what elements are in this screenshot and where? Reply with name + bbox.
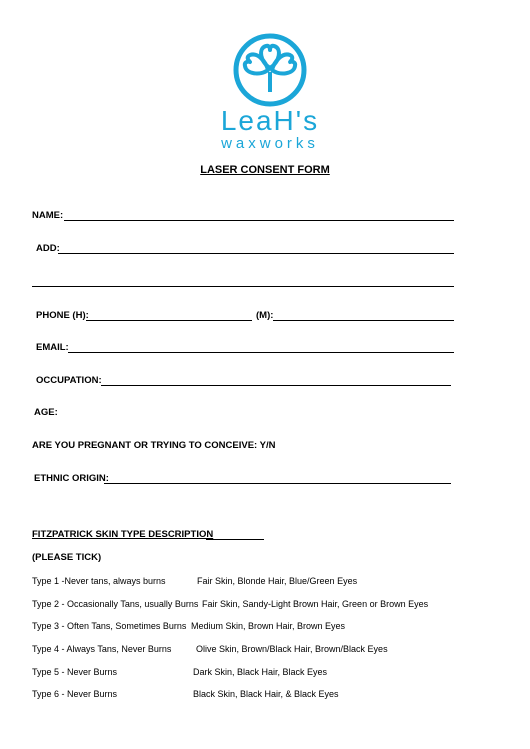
ethnic-origin-field[interactable] xyxy=(104,483,451,484)
please-tick-label: (PLEASE TICK) xyxy=(32,552,102,563)
skin-type-5-desc: Dark Skin, Black Hair, Black Eyes xyxy=(193,667,328,677)
phone-home-label: PHONE (H): xyxy=(36,310,89,321)
form-title: LASER CONSENT FORM xyxy=(200,164,330,176)
phone-home-field[interactable] xyxy=(86,320,252,321)
skin-type-2-desc: Fair Skin, Sandy-Light Brown Hair, Green or Brown Eyes xyxy=(202,599,429,609)
ethnic-origin-label: ETHNIC ORIGIN: xyxy=(34,473,109,484)
pregnant-question: ARE YOU PREGNANT OR TRYING TO CONCEIVE: Y/N xyxy=(32,440,276,451)
skin-type-1-desc: Fair Skin, Blonde Hair, Blue/Green Eyes xyxy=(197,576,358,586)
name-label: NAME: xyxy=(32,210,64,221)
occupation-field[interactable] xyxy=(101,385,451,386)
skin-type-1[interactable]: Type 1 -Never tans, always burns xyxy=(32,576,166,586)
skin-type-5[interactable]: Type 5 - Never Burns xyxy=(32,667,118,677)
skin-type-3[interactable]: Type 3 - Often Tans, Sometimes Burns xyxy=(32,621,187,631)
phone-mobile-label: (M): xyxy=(256,310,274,321)
name-field[interactable] xyxy=(64,220,454,221)
skin-type-4[interactable]: Type 4 - Always Tans, Never Burns xyxy=(32,644,172,654)
address-field[interactable] xyxy=(58,253,454,254)
address-label: ADD: xyxy=(36,243,60,254)
phone-mobile-field[interactable] xyxy=(273,320,454,321)
heart-clover-icon xyxy=(230,32,310,108)
fitzpatrick-heading: FITZPATRICK SKIN TYPE DESCRIPTION xyxy=(32,529,214,540)
skin-type-2[interactable]: Type 2 - Occasionally Tans, usually Burns xyxy=(32,599,199,609)
skin-type-4-desc: Olive Skin, Brown/Black Hair, Brown/Black Eyes xyxy=(196,644,388,654)
age-label: AGE: xyxy=(34,407,58,418)
skin-type-6-desc: Black Skin, Black Hair, & Black Eyes xyxy=(193,689,339,699)
brand-name: LeaH's xyxy=(220,105,320,136)
email-label: EMAIL: xyxy=(36,342,69,353)
skin-type-6[interactable]: Type 6 - Never Burns xyxy=(32,689,118,699)
email-field[interactable] xyxy=(68,352,454,353)
skin-type-3-desc: Medium Skin, Brown Hair, Brown Eyes xyxy=(191,621,346,631)
address-field-2[interactable] xyxy=(32,286,454,287)
brand-subtitle: waxworks xyxy=(221,135,319,152)
brand-logo xyxy=(200,32,340,157)
fitzpatrick-heading-line xyxy=(206,539,264,540)
occupation-label: OCCUPATION: xyxy=(36,375,102,386)
